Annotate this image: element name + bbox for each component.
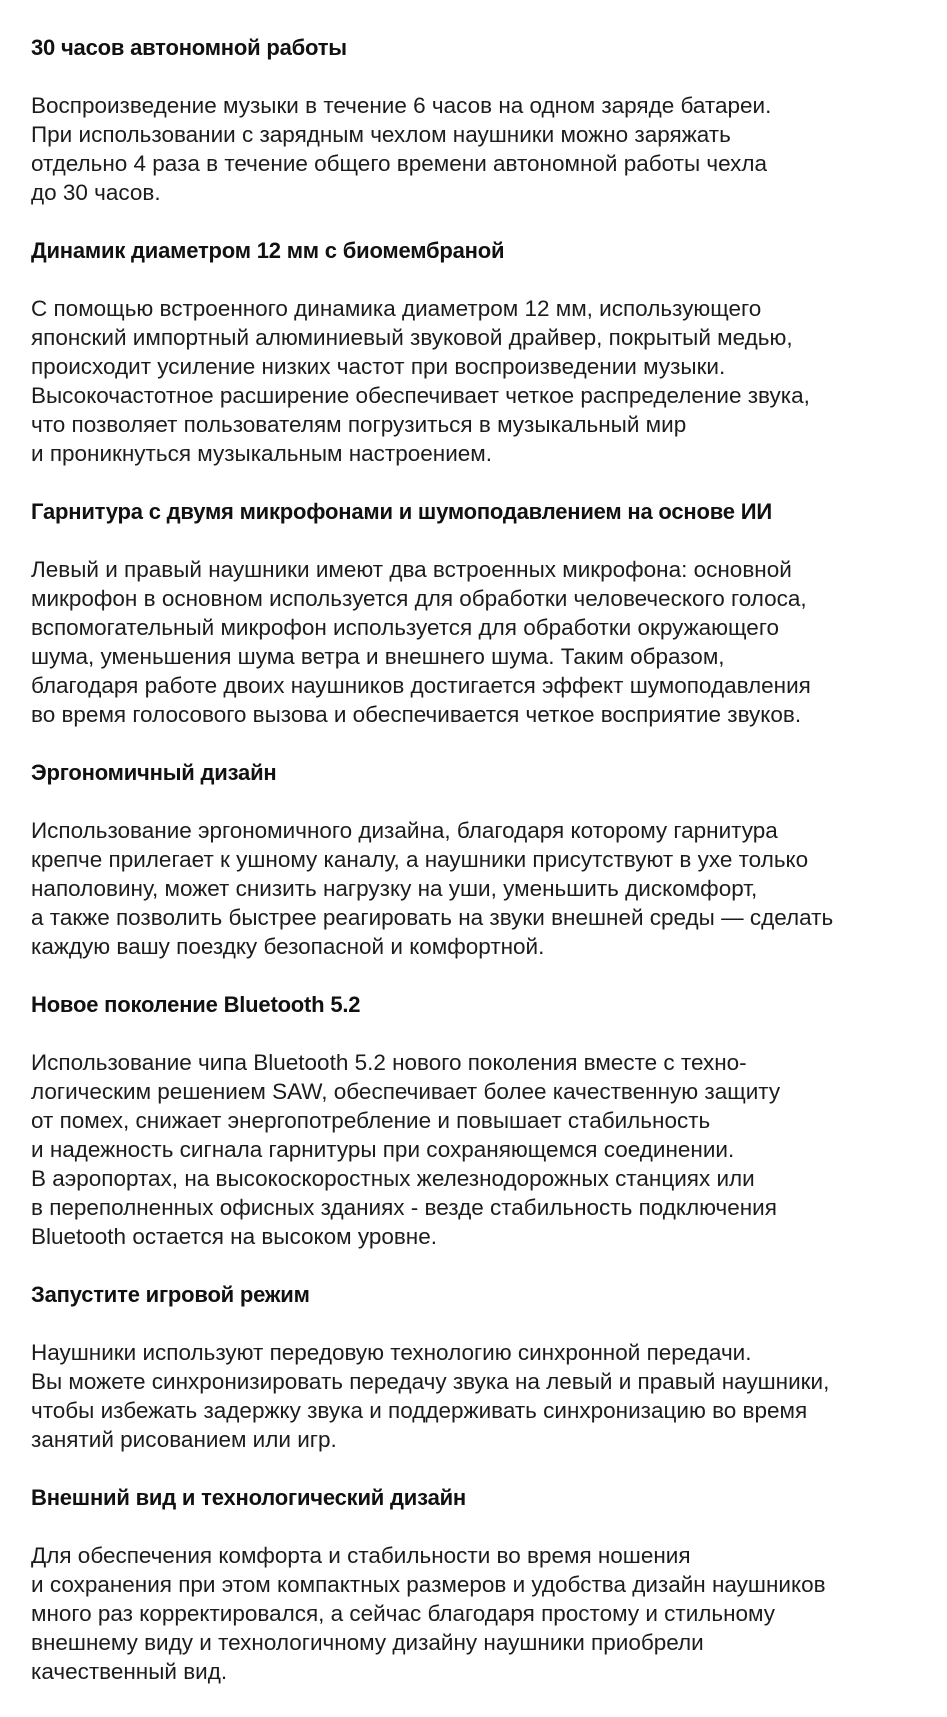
- text-line: что позволяет пользователям погрузиться в музыкальный мир: [31, 412, 687, 437]
- text-line: Высокочастотное расширение обеспечивает четкое распределение звука,: [31, 383, 810, 408]
- section-bluetooth: [31, 990, 915, 1280]
- text-line: а также позволить быстрее реагировать на звуки внешней среды — сделать: [31, 905, 834, 930]
- section-text: [31, 555, 915, 729]
- section-microphones: [31, 497, 915, 758]
- section-title: Гарнитура с двумя микрофонами и шумоподавлением на основе ИИ: [31, 499, 772, 524]
- text-line: шума, уменьшения шума ветра и внешнего шума. Таким образом,: [31, 644, 725, 669]
- text-line: Вы можете синхронизировать передачу звука на левый и правый наушники,: [31, 1369, 830, 1394]
- section-title: Внешний вид и технологический дизайн: [31, 1485, 467, 1510]
- text-line: логическим решением SAW, обеспечивает более качественную защиту: [31, 1079, 781, 1104]
- text-line: каждую вашу поездку безопасной и комфортной.: [31, 934, 545, 959]
- section-driver: [31, 236, 915, 497]
- text-line: и надежность сигнала гарнитуры при сохраняющемся соединении.: [31, 1137, 735, 1162]
- section-text: [31, 816, 915, 961]
- section-title: Динамик диаметром 12 мм с биомембраной: [31, 238, 505, 263]
- text-line: крепче прилегает к ушному каналу, а наушники присутствуют в ухе только: [31, 847, 809, 872]
- text-line: и проникнуться музыкальным настроением.: [31, 441, 492, 466]
- text-line: Bluetooth остается на высоком уровне.: [31, 1224, 437, 1249]
- text-line: происходит усиление низких частот при воспроизведении музыки.: [31, 354, 726, 379]
- section-text: [31, 1541, 915, 1686]
- section-text: [31, 1048, 915, 1251]
- text-line: японский импортный алюминиевый звуковой драйвер, покрытый медью,: [31, 325, 793, 350]
- text-line: чтобы избежать задержку звука и поддерживать синхронизацию во время: [31, 1398, 808, 1423]
- section-title: Эргономичный дизайн: [31, 760, 277, 785]
- text-line: и сохранения при этом компактных размеров и удобства дизайн наушников: [31, 1572, 826, 1597]
- section-title: Запустите игровой режим: [31, 1282, 310, 1307]
- text-line: В аэропортах, на высокоскоростных железнодорожных станциях или: [31, 1166, 755, 1191]
- section-title: Новое поколение Bluetooth 5.2: [31, 992, 361, 1017]
- section-text: [31, 91, 915, 207]
- text-line: вспомогательный микрофон используется для обработки окружающего: [31, 615, 780, 640]
- text-line: Воспроизведение музыки в течение 6 часов на одном заряде батареи.: [31, 93, 772, 118]
- text-line: до 30 часов.: [31, 180, 161, 205]
- text-line: качественный вид.: [31, 1659, 228, 1684]
- section-game-mode: [31, 1280, 915, 1483]
- section-battery: [31, 0, 915, 236]
- text-line: благодаря работе двоих наушников достигается эффект шумоподавления: [31, 673, 811, 698]
- section-title: 30 часов автономной работы: [31, 35, 347, 60]
- section-text: [31, 294, 915, 468]
- text-line: Использование эргономичного дизайна, благодаря которому гарнитура: [31, 818, 778, 843]
- text-line: Использование чипа Bluetooth 5.2 нового поколения вместе с техно-: [31, 1050, 747, 1075]
- text-line: от помех, снижает энергопотребление и повышает стабильность: [31, 1108, 711, 1133]
- text-line: во время голосового вызова и обеспечивается четкое восприятие звуков.: [31, 702, 802, 727]
- text-line: отдельно 4 раза в течение общего времени автономной работы чехла: [31, 151, 768, 176]
- section-ergonomic: [31, 758, 915, 990]
- text-line: Наушники используют передовую технологию синхронной передачи.: [31, 1340, 752, 1365]
- text-line: наполовину, может снизить нагрузку на уши, уменьшить дискомфорт,: [31, 876, 758, 901]
- text-line: Левый и правый наушники имеют два встроенных микрофона: основной: [31, 557, 792, 582]
- text-line: Для обеспечения комфорта и стабильности во время ношения: [31, 1543, 691, 1568]
- section-appearance: [31, 1483, 915, 1686]
- text-line: много раз корректировался, а сейчас благодаря простому и стильному: [31, 1601, 776, 1626]
- text-line: микрофон в основном используется для обработки человеческого голоса,: [31, 586, 807, 611]
- text-line: С помощью встроенного динамика диаметром 12 мм, использующего: [31, 296, 762, 321]
- text-line: При использовании с зарядным чехлом наушники можно заряжать: [31, 122, 731, 147]
- text-line: в переполненных офисных зданиях - везде стабильность подключения: [31, 1195, 777, 1220]
- section-text: [31, 1338, 915, 1454]
- text-line: внешнему виду и технологичному дизайну наушники приобрели: [31, 1630, 704, 1655]
- text-line: занятий рисованием или игр.: [31, 1427, 337, 1452]
